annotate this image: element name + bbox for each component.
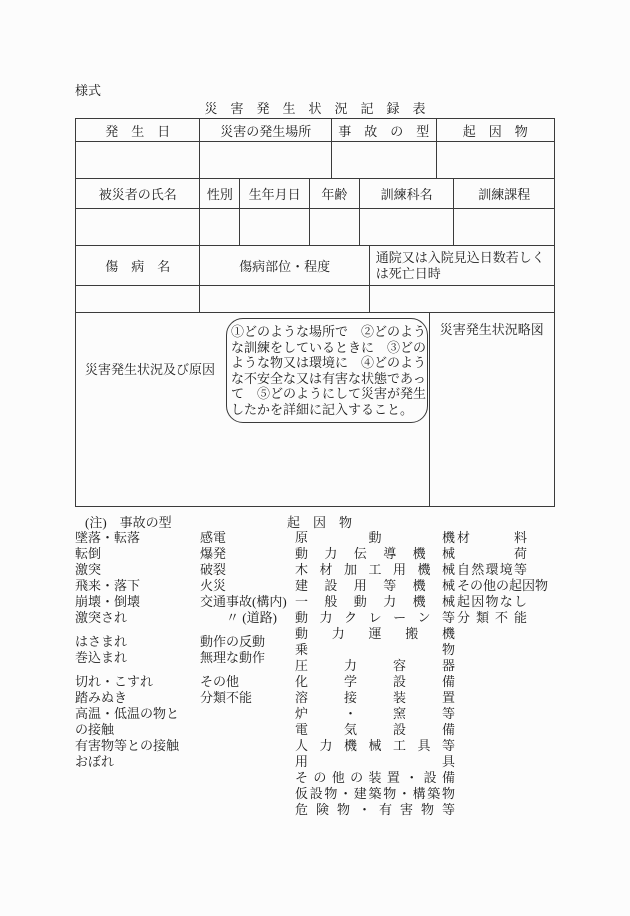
causative-object-item: 荷 [513, 546, 527, 561]
value-row-1 [76, 142, 554, 179]
header-injury-part: 傷病部位・程度 [200, 246, 369, 286]
causative-object-item: 一般動力機械 [295, 594, 455, 609]
header-row-2 [76, 179, 554, 209]
causative-object-item: 動力運搬機 [295, 626, 455, 641]
causative-object-item: 動力クレーン等 [295, 610, 455, 625]
instruction-line: ような物又は環境に ④どのよう [231, 355, 427, 370]
value-row-3 [76, 286, 554, 313]
accident-type-item: 転倒 [75, 546, 102, 561]
form-style-label: 様式 [75, 83, 102, 98]
location-field [200, 142, 331, 179]
accident-type-item: 巻込まれ [75, 650, 128, 665]
value-row-2 [76, 209, 554, 246]
causative-object-field [437, 142, 555, 179]
header-injury-name: 傷 病 名 [76, 246, 200, 286]
accident-type-item: 火災 [200, 578, 227, 593]
accident-type-item: 分類不能 [200, 690, 253, 705]
curriculum-field [454, 209, 554, 246]
instruction-line: ①どのような場所で ②どのよう [231, 324, 427, 339]
causative-object-item: 原動機 [295, 530, 455, 545]
header-curriculum: 訓練課程 [454, 179, 554, 209]
injury-part-field [200, 286, 369, 313]
causative-object-item: 炉・窯等 [295, 706, 455, 721]
causative-object-list-col2 [457, 530, 555, 818]
victim-name-field [76, 209, 200, 246]
accident-type-item: 有害物等との接触 [75, 738, 180, 753]
accident-type-item: 破裂 [200, 562, 227, 577]
injury-name-field [76, 286, 200, 313]
accident-type-item: 無理な動作 [200, 650, 266, 665]
header-row-3 [76, 246, 554, 286]
header-course-name: 訓練科名 [360, 179, 455, 209]
age-field [310, 209, 360, 246]
sketch-cell [430, 313, 554, 506]
accident-type-item: 激突され [75, 610, 128, 625]
accident-type-item: 飛来・落下 [75, 578, 141, 593]
header-hospital-days: 通院又は入院見込日数若しくは死亡日時 [370, 246, 554, 286]
accident-type-list-col2 [200, 530, 295, 818]
situation-cell [76, 313, 430, 506]
hospital-days-field [370, 286, 554, 313]
causative-object-item: 化学設備 [295, 674, 455, 689]
header-row-1 [76, 119, 554, 142]
header-age: 年齢 [310, 179, 360, 209]
accident-type-item: 動作の反動 [200, 634, 266, 649]
causative-object-list-col1 [295, 530, 455, 818]
accident-type-item: はさまれ [75, 634, 128, 649]
instruction-line: したかを詳細に記入すること。 [231, 401, 414, 417]
note-columns [75, 530, 555, 818]
causative-object-item: 仮設物・建築物・構築物 [295, 786, 455, 801]
causative-object-item: 自然環境等 [457, 562, 527, 577]
causative-object-item: 人力機械工具等 [295, 738, 455, 753]
accident-type-item: おぼれ [75, 754, 115, 769]
accident-type-item: 崩壊・倒壊 [75, 594, 141, 609]
accident-type-item: 高温・低温の物との接触 [75, 706, 180, 737]
causative-object-item: 電気設備 [295, 722, 455, 737]
causative-object-item: その他の起因物 [457, 578, 549, 593]
causative-object-item: 動力伝導機械 [295, 546, 455, 561]
header-location: 災害の発生場所 [200, 119, 331, 142]
birth-date-field [240, 209, 310, 246]
accident-type-item: 踏みぬき [75, 690, 128, 705]
note-accident-type-header: (注) 事故の型 [85, 515, 172, 530]
situation-label: 災害発生状況及び原因 [85, 362, 216, 377]
causative-object-item: 圧力容器 [295, 658, 455, 673]
accident-type-item: 交通事故(構内) [200, 594, 287, 609]
causative-object-item: その他の装置・設備 [295, 770, 455, 785]
accident-type-item: 爆発 [200, 546, 227, 561]
accident-type-item: 墜落・転落 [75, 530, 141, 545]
situation-row [76, 313, 554, 506]
header-sex: 性別 [200, 179, 240, 209]
instruction-line: て ⑤どのようにして災害が発生 [231, 386, 427, 401]
accident-type-list-col1 [75, 530, 200, 818]
causative-object-item: 乗物 [295, 642, 455, 657]
note-causative-object-header: 起 因 物 [287, 515, 353, 530]
causative-object-item: 分類不能 [457, 610, 527, 625]
header-occurrence-date: 発 生 日 [76, 119, 200, 142]
accident-type-item: 切れ・こすれ [75, 674, 154, 689]
causative-object-item: 建設用等機械 [295, 578, 455, 593]
header-birth-date: 生年月日 [240, 179, 310, 209]
occurrence-date-field [76, 142, 200, 179]
sex-field [200, 209, 240, 246]
header-accident-type: 事 故 の 型 [332, 119, 437, 142]
accident-type-item: 激突 [75, 562, 102, 577]
accident-type-item: その他 [200, 674, 240, 689]
instruction-box [226, 318, 428, 423]
header-victim-name: 被災者の氏名 [76, 179, 200, 209]
causative-object-item: 材料 [457, 530, 527, 545]
page-title: 災 害 発 生 状 況 記 録 表 [204, 101, 426, 116]
note-section [75, 512, 555, 818]
header-causative-object: 起 因 物 [437, 119, 555, 142]
accident-type-item: 〃 (道路) [226, 610, 277, 625]
causative-object-item: 木材加工用機械 [295, 562, 455, 577]
record-table [75, 118, 555, 507]
causative-object-item: 起因物なし [457, 594, 527, 609]
note-header [75, 512, 555, 528]
causative-object-item: 溶接装置 [295, 690, 455, 705]
instruction-line: な不安全な又は有害な状態であっ [231, 370, 426, 386]
causative-object-item: 用具 [295, 754, 455, 769]
instruction-line: な訓練をしているときに ③どの [231, 339, 427, 355]
course-name-field [360, 209, 455, 246]
accident-type-field [332, 142, 437, 179]
accident-type-item: 感電 [200, 530, 227, 545]
causative-object-item: 危険物・有害物等 [295, 802, 455, 817]
sketch-label: 災害発生状況略図 [439, 322, 544, 337]
